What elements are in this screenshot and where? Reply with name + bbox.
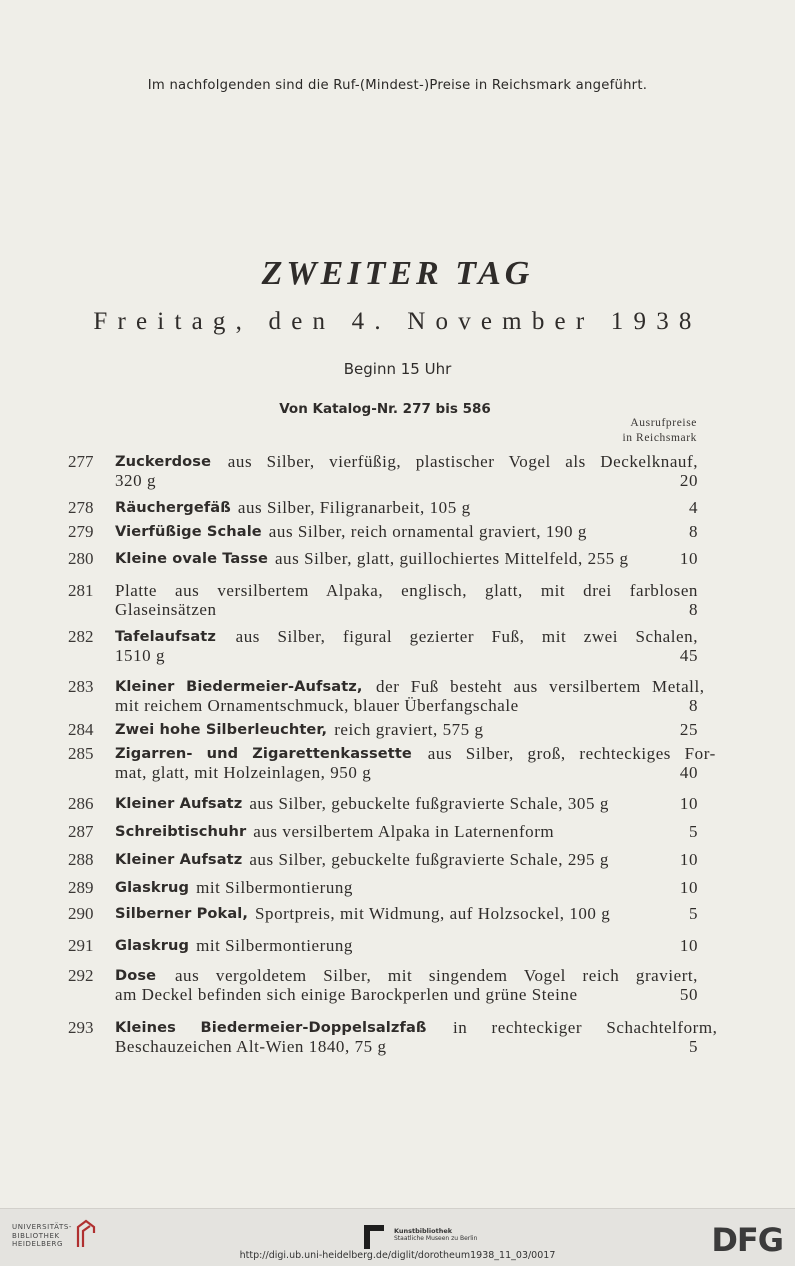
lot-description: [115, 549, 698, 568]
uni-line3: HEIDELBERG: [12, 1240, 63, 1248]
price-header-line1: Ausrufpreise: [630, 417, 697, 429]
lot-description: [115, 581, 698, 619]
lot-price: 5: [688, 1037, 698, 1056]
lot-description: [115, 936, 698, 955]
session-date: Freitag, den 4. November 1938: [93, 308, 702, 335]
lot-line1: [115, 498, 698, 517]
lot-line1: [115, 936, 698, 955]
lot-description: [115, 850, 698, 869]
lot-price: 10: [679, 936, 698, 955]
lot-price: 45: [679, 646, 698, 665]
lot-line1: [115, 549, 698, 568]
lot-number: 283: [68, 677, 94, 696]
lot-description: [115, 720, 698, 739]
lot-name: Zwei hohe Silberleuchter,: [115, 721, 328, 738]
lot-text-line1: mit Silbermontierung: [196, 878, 353, 897]
intro-text: Im nachfolgenden sind die Ruf-(Mindest-)Preise in Reichsmark angeführt.: [147, 78, 648, 93]
start-time: Beginn 15 Uhr: [343, 360, 452, 378]
kb-name: Kunstbibliothek: [394, 1227, 453, 1235]
lot-text-line1: aus Silber, gebuckelte fußgravierte Schale, 295 g: [249, 850, 609, 869]
lot-text-line1: Platte aus versilbertem Alpaka, englisch, glatt, mit drei farblosen: [115, 581, 698, 600]
lot-number: 278: [68, 498, 94, 517]
lot-name: Kleiner Biedermeier-Aufsatz,: [115, 678, 363, 695]
lot-line1: [115, 627, 698, 646]
lot-number: 286: [68, 794, 94, 813]
lot-number: 292: [68, 966, 94, 985]
lot-description: [115, 677, 705, 715]
lot-name: Vierfüßige Schale: [115, 523, 262, 540]
lot-text-line1: der Fuß besteht aus versilbertem Metall,: [376, 677, 705, 696]
lot-number: 290: [68, 904, 94, 923]
lot-description: [115, 627, 698, 665]
source-url[interactable]: http://digi.ub.uni-heidelberg.de/diglit/dorotheum1938_11_03/0017: [239, 1250, 556, 1261]
lot-number: 285: [68, 744, 94, 763]
lot-text-line1: Sportpreis, mit Widmung, auf Holzsockel, 100 g: [255, 904, 611, 923]
lot-text-line1: reich graviert, 575 g: [334, 720, 484, 739]
lot-text-line1: aus versilbertem Alpaka in Laternenform: [253, 822, 555, 841]
lot-line1: [115, 720, 698, 739]
university-library-label: [12, 1223, 72, 1249]
lot-price: 10: [679, 850, 698, 869]
lot-name: Zuckerdose: [115, 453, 212, 470]
lot-line2: [115, 471, 698, 490]
lot-line1: [115, 1018, 718, 1037]
uni-line2: BIBLIOTHEK: [12, 1231, 60, 1240]
kb-sub: Staatliche Museen zu Berlin: [394, 1235, 478, 1242]
lot-description: [115, 966, 698, 1004]
lot-description: [115, 744, 716, 782]
lot-line1: [115, 744, 716, 763]
lot-text-line2: Beschauzeichen Alt-Wien 1840, 75 g: [115, 1037, 387, 1056]
lot-description: [115, 452, 698, 490]
lot-description: [115, 878, 698, 897]
lot-price: 10: [679, 878, 698, 897]
lot-price: 10: [679, 549, 698, 568]
lot-line1: [115, 522, 698, 541]
lot-line1: [115, 966, 698, 985]
lot-description: [115, 904, 698, 923]
lot-text-line2: 1510 g: [115, 646, 166, 665]
lot-description: [115, 498, 698, 517]
lot-text-line2: am Deckel befinden sich einige Barockperlen und grüne Steine: [115, 985, 578, 1004]
day-title: ZWEITER TAG: [261, 255, 534, 292]
lot-price: 10: [679, 794, 698, 813]
lot-line2: [115, 646, 698, 665]
lot-number: 289: [68, 878, 94, 897]
university-logo-icon: [74, 1219, 98, 1249]
lot-description: [115, 1018, 718, 1056]
lot-line1: [115, 850, 698, 869]
catalog-range: Von Katalog-Nr. 277 bis 586: [279, 401, 491, 417]
lot-price: 8: [688, 600, 698, 619]
lot-name: Tafelaufsatz: [115, 628, 216, 645]
lot-price: 8: [688, 522, 698, 541]
lot-line1: [115, 878, 698, 897]
lot-price: 5: [688, 904, 698, 923]
lot-line1: [115, 452, 698, 471]
lot-text-line1: aus Silber, reich ornamental graviert, 190 g: [268, 522, 587, 541]
lot-description: [115, 522, 698, 541]
lot-description: [115, 794, 698, 813]
uni-line1: UNIVERSITÄTS-: [12, 1223, 73, 1231]
lot-name: Räuchergefäß: [115, 499, 231, 516]
lot-name: Dose: [115, 967, 157, 984]
lot-text-line2: Glaseinsätzen: [115, 600, 217, 619]
lot-number: 281: [68, 581, 94, 600]
kunstbibliothek-icon: [364, 1225, 384, 1249]
lot-number: 282: [68, 627, 94, 646]
lot-number: 280: [68, 549, 94, 568]
lot-name: Kleiner Aufsatz: [115, 795, 243, 812]
lot-text-line1: aus vergoldetem Silber, mit singendem Vogel reich graviert,: [174, 966, 698, 985]
lot-price: 8: [688, 696, 698, 715]
lot-price: 50: [679, 985, 698, 1004]
lot-number: 287: [68, 822, 94, 841]
lot-text-line1: aus Silber, figural gezierter Fuß, mit zwei Schalen,: [235, 627, 698, 646]
lot-line2: [115, 1037, 698, 1056]
lot-name: Kleine ovale Tasse: [115, 550, 268, 567]
lot-text-line1: aus Silber, gebuckelte fußgravierte Schale, 305 g: [249, 794, 609, 813]
lot-name: Glaskrug: [115, 937, 190, 954]
lot-price: 4: [688, 498, 698, 517]
lot-line1: [115, 822, 698, 841]
lot-name: Kleines Biedermeier-Doppelsalzfaß: [115, 1019, 427, 1036]
lot-text-line2: mat, glatt, mit Holzeinlagen, 950 g: [115, 763, 372, 782]
lot-line2: [115, 985, 698, 1004]
lot-price: 5: [688, 822, 698, 841]
lot-text-line1: aus Silber, groß, rechteckiges For-: [427, 744, 716, 763]
lot-name: Schreibtischuhr: [115, 823, 247, 840]
lot-text-line1: aus Silber, vierfüßig, plastischer Vogel als Deckelknauf,: [227, 452, 698, 471]
lot-number: 279: [68, 522, 94, 541]
lot-text-line1: aus Silber, glatt, guillochiertes Mittelfeld, 255 g: [274, 549, 629, 568]
lot-number: 291: [68, 936, 94, 955]
lot-number: 288: [68, 850, 94, 869]
lot-number: 293: [68, 1018, 94, 1037]
lot-name: Kleiner Aufsatz: [115, 851, 243, 868]
lot-line2: [115, 600, 698, 619]
lot-name: Zigarren- und Zigarettenkassette: [115, 745, 412, 762]
price-column-header: [622, 416, 697, 446]
dfg-logo: DFG: [711, 1221, 783, 1259]
lot-description: [115, 822, 698, 841]
lot-line1: [115, 904, 698, 923]
lot-price: 20: [679, 471, 698, 490]
lot-line2: [115, 696, 698, 715]
lot-number: 284: [68, 720, 94, 739]
lot-price: 40: [679, 763, 698, 782]
lot-text-line1: aus Silber, Filigranarbeit, 105 g: [237, 498, 471, 517]
lot-line1: [115, 581, 698, 600]
lot-price: 25: [679, 720, 698, 739]
lot-line2: [115, 763, 698, 782]
lot-text-line1: in rechteckiger Schachtelform,: [452, 1018, 718, 1037]
lot-name: Silberner Pokal,: [115, 905, 249, 922]
lot-text-line1: mit Silbermontierung: [196, 936, 353, 955]
price-header-line2: in Reichsmark: [622, 432, 697, 444]
lot-name: Glaskrug: [115, 879, 190, 896]
lot-number: 277: [68, 452, 94, 471]
lot-text-line2: 320 g: [115, 471, 156, 490]
lot-line1: [115, 794, 698, 813]
lot-line1: [115, 677, 705, 696]
lot-text-line2: mit reichem Ornamentschmuck, blauer Überfangschale: [115, 696, 519, 715]
